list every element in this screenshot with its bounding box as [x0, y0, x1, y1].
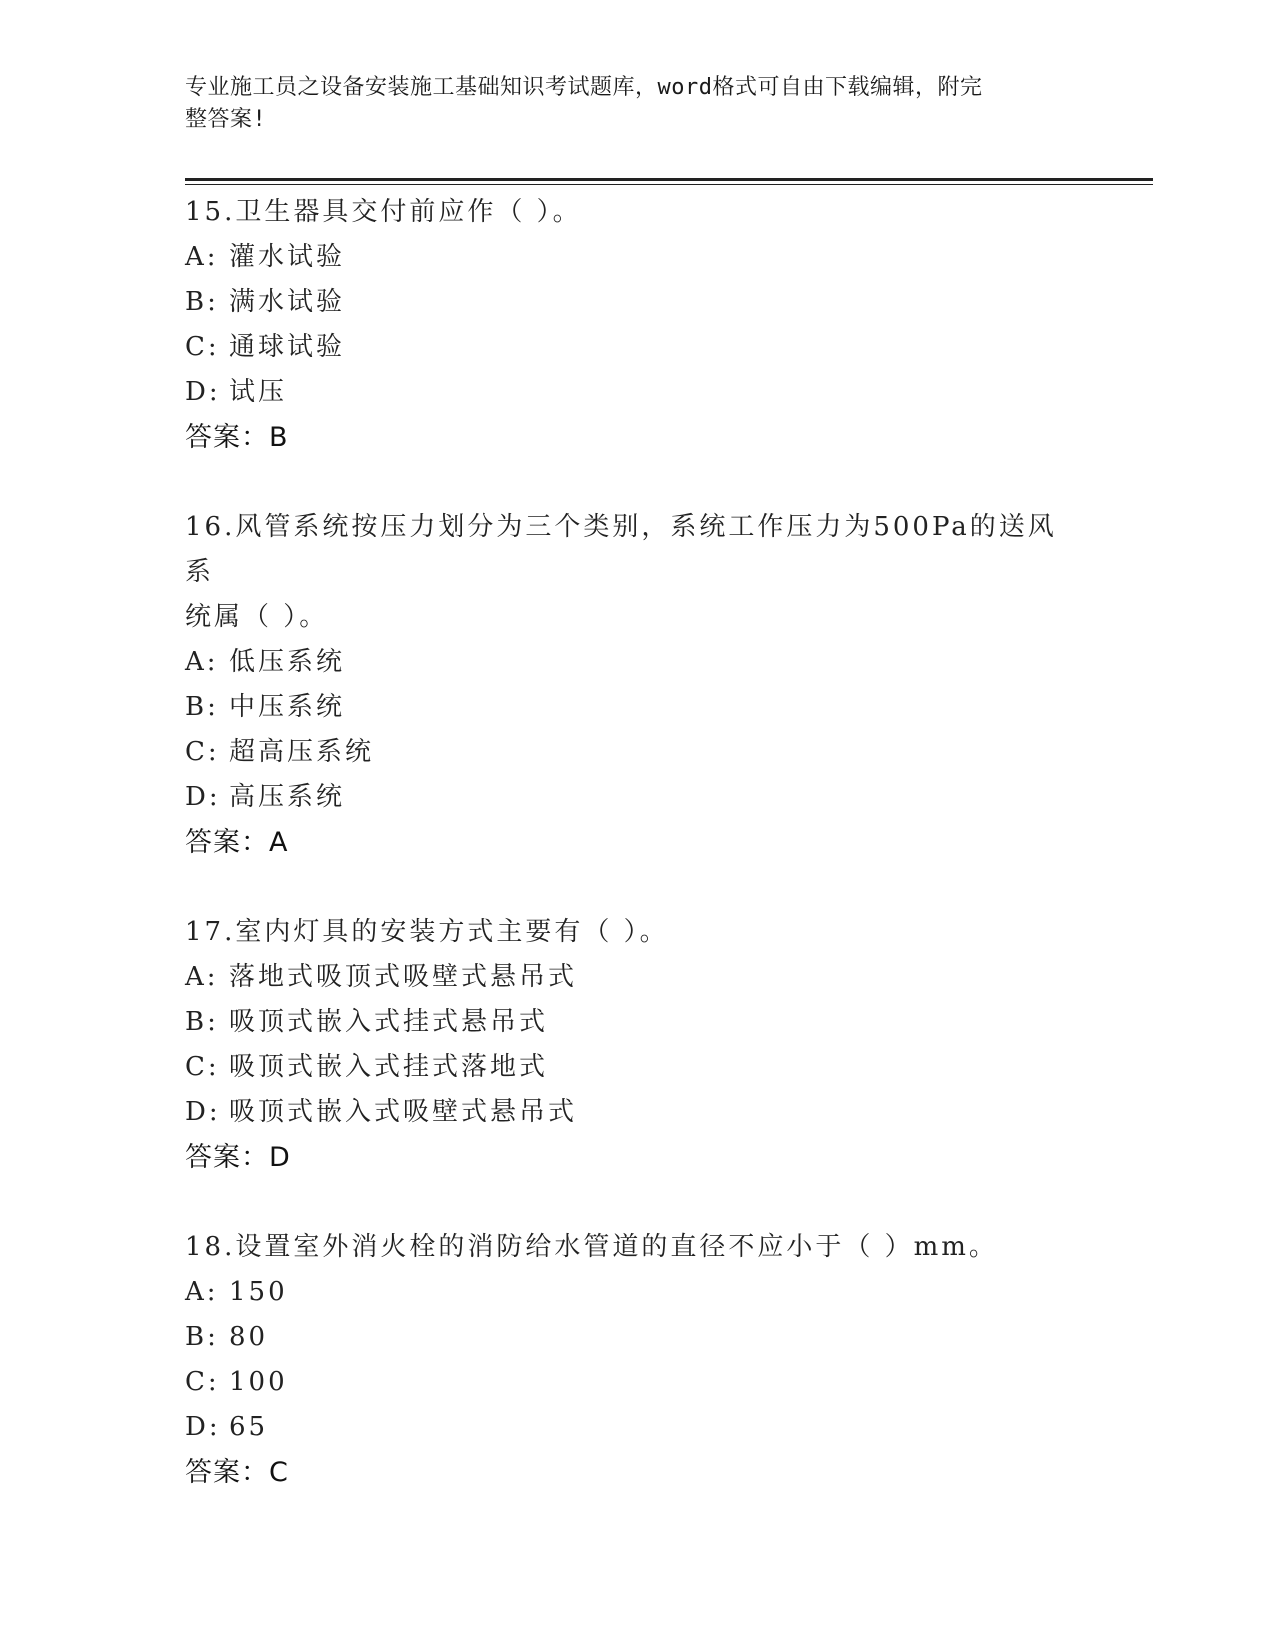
question-stem: 18.设置室外消火栓的消防给水管道的直径不应小于（ ）mm。 [185, 1232, 998, 1262]
option-text: 灌水试验 [229, 242, 346, 272]
option-key: D: [185, 377, 221, 407]
option-a [185, 955, 1085, 1000]
option-c [185, 325, 1085, 370]
option-key: B: [185, 1322, 219, 1352]
header-intro-line-1: 专业施工员之设备安装施工基础知识考试题库，word格式可自由下载编辑，附完 [185, 75, 983, 100]
option-text: 80 [229, 1322, 269, 1352]
option-b [185, 685, 1085, 730]
option-b [185, 1315, 1085, 1360]
option-a [185, 235, 1085, 280]
option-key: B: [185, 692, 219, 722]
option-key: C: [185, 332, 220, 362]
option-d [185, 1405, 1085, 1450]
option-key: A: [185, 242, 219, 272]
option-d [185, 775, 1085, 820]
option-text: 高压系统 [229, 782, 346, 812]
option-text: 低压系统 [229, 647, 346, 677]
question-16 [185, 505, 1085, 865]
option-key: A: [185, 1277, 219, 1307]
option-text: 落地式吸顶式吸壁式悬吊式 [229, 962, 578, 992]
option-key: C: [185, 1052, 220, 1082]
header-divider-thick [185, 178, 1153, 181]
option-text: 超高压系统 [229, 737, 375, 767]
option-a [185, 1270, 1085, 1315]
answer-label: 答案：D [185, 1142, 291, 1173]
option-text: 中压系统 [229, 692, 346, 722]
question-15 [185, 190, 1085, 460]
answer-label: 答案：B [185, 422, 289, 453]
answer-label: 答案：A [185, 827, 289, 858]
option-text: 65 [229, 1412, 269, 1442]
option-key: D: [185, 1097, 221, 1127]
question-18 [185, 1225, 1085, 1495]
option-b [185, 280, 1085, 325]
question-stem-line-1: 16.风管系统按压力划分为三个类别，系统工作压力为500Pa的送风系 [185, 512, 1057, 587]
question-stem: 17.室内灯具的安装方式主要有（ ）。 [185, 917, 669, 947]
option-text: 吸顶式嵌入式挂式悬吊式 [229, 1007, 549, 1037]
option-text: 满水试验 [229, 287, 346, 317]
option-c [185, 730, 1085, 775]
option-text: 试压 [229, 377, 288, 407]
header-intro-line-2: 整答案! [185, 107, 267, 132]
option-text: 100 [229, 1367, 288, 1397]
option-key: D: [185, 782, 221, 812]
option-b [185, 1000, 1085, 1045]
question-list [185, 190, 1085, 1540]
option-text: 吸顶式嵌入式挂式落地式 [229, 1052, 549, 1082]
option-text: 通球试验 [229, 332, 346, 362]
question-17 [185, 910, 1085, 1180]
option-a [185, 640, 1085, 685]
header-divider-thin [185, 184, 1153, 185]
option-key: A: [185, 962, 219, 992]
option-text: 吸顶式嵌入式吸壁式悬吊式 [229, 1097, 578, 1127]
option-key: C: [185, 1367, 220, 1397]
question-stem: 15.卫生器具交付前应作（ ）。 [185, 197, 582, 227]
option-c [185, 1360, 1085, 1405]
option-d [185, 1090, 1085, 1135]
option-key: A: [185, 647, 219, 677]
option-d [185, 370, 1085, 415]
option-text: 150 [229, 1277, 288, 1307]
document-header [185, 72, 1085, 136]
option-c [185, 1045, 1085, 1090]
option-key: D: [185, 1412, 221, 1442]
question-stem-line-2: 统属（ ）。 [185, 602, 329, 632]
option-key: C: [185, 737, 220, 767]
answer-label: 答案：C [185, 1457, 289, 1488]
option-key: B: [185, 1007, 219, 1037]
option-key: B: [185, 287, 219, 317]
